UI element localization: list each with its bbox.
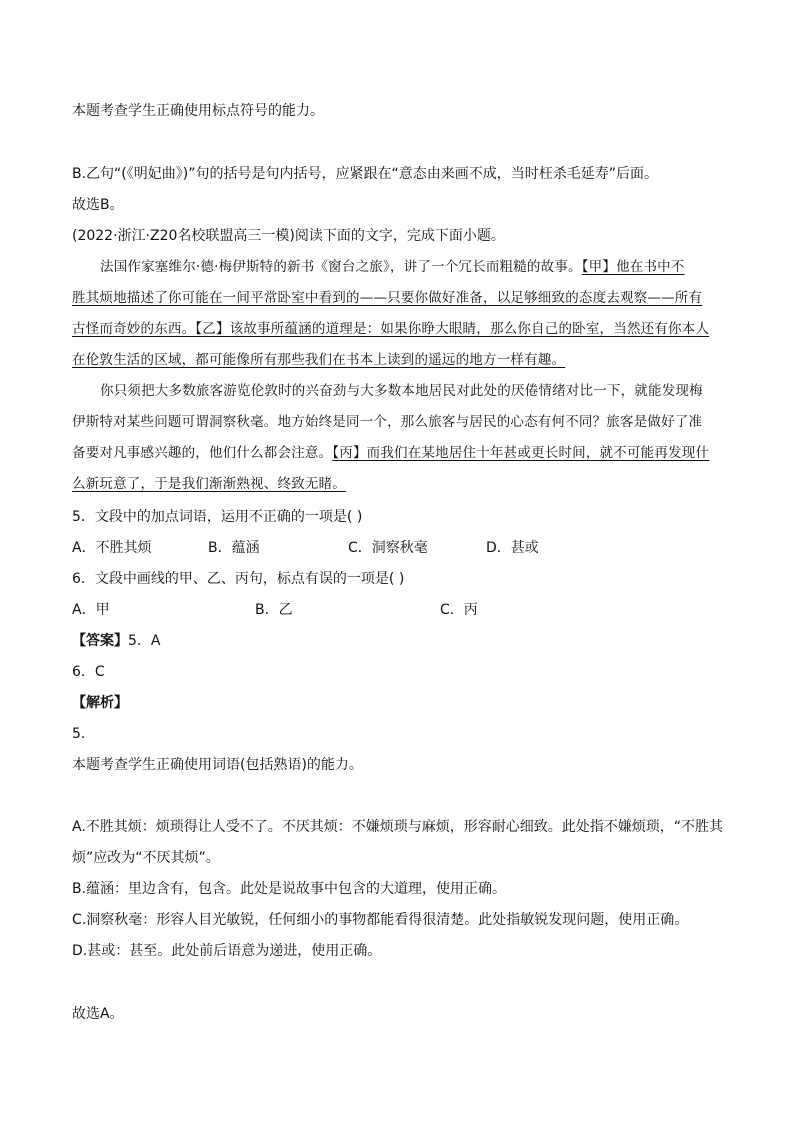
choose-b: 故选B。 [72, 197, 124, 213]
passage-line: 你只须把大多数旅客游览伦敦时的兴奋劲与大多数本地居民对此处的厌倦情绪对比一下，就能发现梅 [100, 383, 703, 399]
passage-line: 伊斯特对某些问题可谓洞察秋毫。地方始终是同一个，那么旅客与居民的心态有何不同？旅客是做好了准 [72, 414, 703, 430]
answer-line [72, 631, 160, 651]
passage-line: 备要对凡事感兴趣的，他们什么都会注意。【丙】而我们在某地居住十年甚或更长时间，就不可能再发现什 [72, 445, 710, 461]
question-5-stem: 5．文段中的加点词语，运用不正确的一项是( ) [72, 509, 363, 525]
q6-option-a: A．甲 [72, 602, 110, 618]
analysis-label: 【解析】 [72, 695, 128, 711]
q5-option-d: D．甚或 [486, 540, 539, 556]
choose-a: 故选A。 [72, 1006, 124, 1022]
question-6-stem: 6．文段中画线的甲、乙、丙句，标点有误的一项是( ) [72, 571, 405, 587]
passage-line: 法国作家塞维尔·德·梅伊斯特的新书《窗台之旅》，讲了一个冗长而粗糙的故事。【甲】他在书中不 [100, 259, 685, 275]
intro-text: 本题考查学生正确使用标点符号的能力。 [72, 103, 324, 119]
answer-label: 【答案】 [72, 633, 128, 649]
explain-a-line1: A.不胜其烦：烦琐得让人受不了。不厌其烦：不嫌烦琐与麻烦，形容耐心细致。此处指不嫌烦琐，“不胜其 [72, 819, 724, 835]
analysis-intro-5: 本题考查学生正确使用词语(包括熟语)的能力。 [72, 757, 363, 773]
passage-line: 么新玩意了，于是我们渐渐熟视、终致无睹。 [72, 476, 346, 492]
explain-b-line: B.乙句“(《明妃曲》)”句的括号是句内括号，应紧跟在“意态由来画不成，当时枉杀毛延寿”后面。 [72, 166, 658, 182]
q6-option-b: B．乙 [255, 602, 293, 618]
explain-c: C.洞察秋毫：形容人目光敏锐，任何细小的事物都能看得很清楚。此处指敏锐发现问题，使用正确。 [72, 912, 689, 928]
q5-option-c: C．洞察秋毫 [348, 540, 428, 556]
passage-line: 胜其烦地描述了你可能在一间平常卧室中看到的——只要你做好准备，以足够细致的态度去观察——所有 [72, 290, 703, 306]
answer-value: 5．A [128, 633, 161, 649]
passage-line: 在伦敦生活的区域，都可能像所有那些我们在书本上读到的遥远的地方一样有趣。 [72, 352, 566, 368]
source-line: (2022·浙江·Z20名校联盟高三一模)阅读下面的文字，完成下面小题。 [72, 228, 505, 244]
q5-option-b: B．蕴涵 [208, 540, 260, 556]
explain-a-line2: 烦”应改为“不厌其烦”。 [72, 850, 220, 866]
analysis-number-5: 5. [72, 726, 86, 742]
explain-d: D.甚或：甚至。此处前后语意为递进，使用正确。 [72, 943, 382, 959]
passage-line: 古怪而奇妙的东西。【乙】该故事所蕴涵的道理是：如果你睁大眼睛，那么你自己的卧室，当然还有你本人 [72, 321, 710, 337]
q6-option-c: C．丙 [440, 602, 478, 618]
answer-6: 6．C [72, 664, 105, 680]
explain-b: B.蕴涵：里边含有，包含。此处是说故事中包含的大道理，使用正确。 [72, 881, 507, 897]
q5-option-a: A．不胜其烦 [72, 540, 152, 556]
